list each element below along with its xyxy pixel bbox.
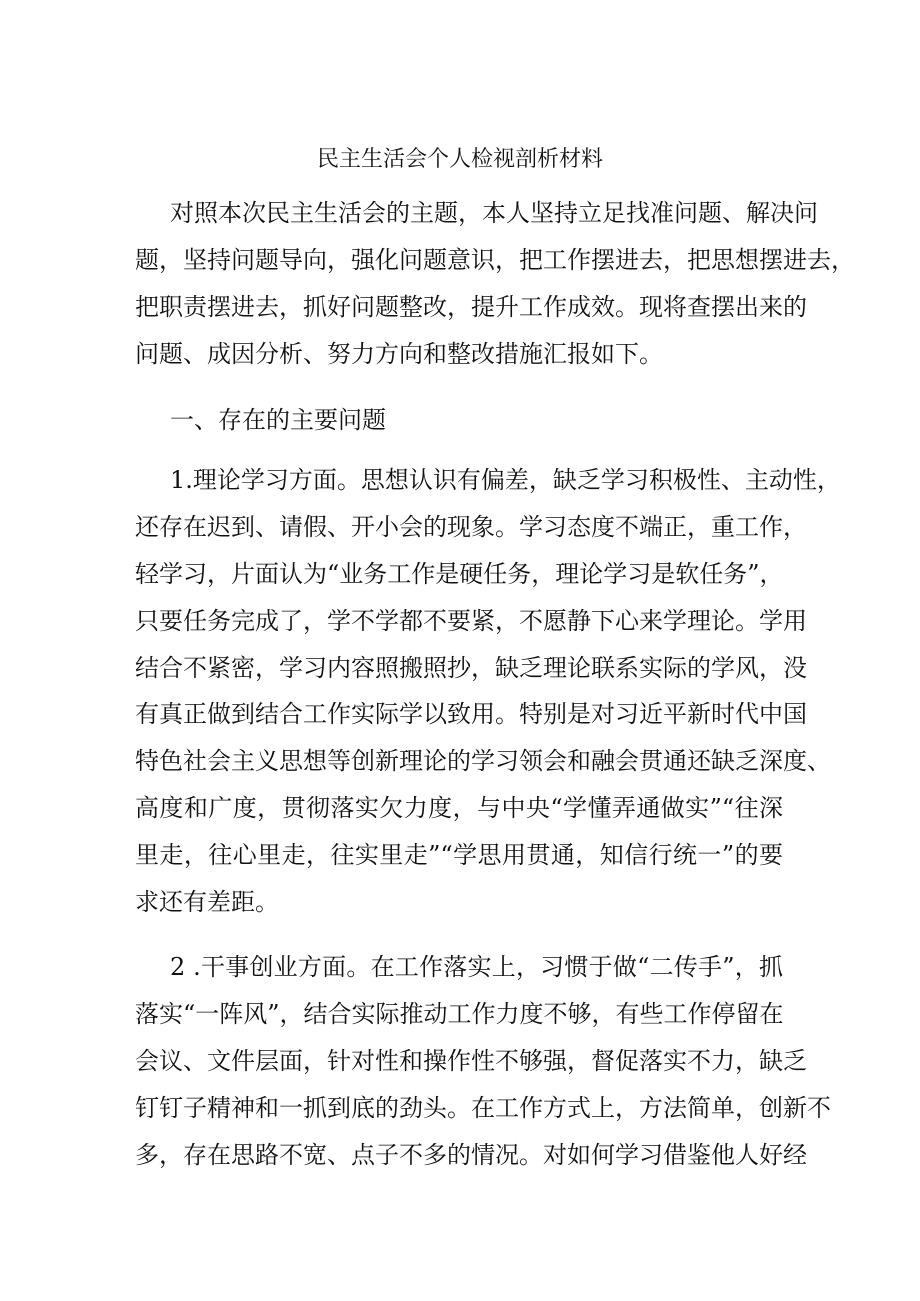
item1-line: 求还有差距。 [135,888,279,916]
item1-line: 里走，往心里走，往实里走”“学思用贯通，知信行统一”的要 [135,841,783,869]
intro-line: 对照本次民主生活会的主题，本人坚持立足找准问题、解决问 [170,199,818,227]
item1-line: 还存在迟到、请假、开小会的现象。学习态度不端正，重工作， [135,513,807,541]
item1-line: 结合不紧密，学习内容照搬照抄，缺乏理论联系实际的学风，没 [135,654,807,682]
intro-line: 问题、成因分析、努力方向和整改措施汇报如下。 [135,340,663,368]
item1-line: 高度和广度，贯彻落实欠力度，与中央“学懂弄通做实”“往深 [135,794,783,822]
item2-line: 落实“一阵风”，结合实际推动工作力度不够，有些工作停留在 [135,1000,784,1028]
item2-line: 多，存在思路不宽、点子不多的情况。对如何学习借鉴他人好经 [135,1141,807,1169]
intro-line: 把职责摆进去，抓好问题整改，提升工作成效。现将查摆出来的 [135,293,807,321]
item1-line: 1.理论学习方面。思想认识有偏差，缺乏学习积极性、主动性， [170,466,841,494]
item1-line: 只要任务完成了，学不学都不要紧，不愿静下心来学理论。学用 [135,607,807,635]
document-title: 民主生活会个人检视剖析材料 [316,147,603,172]
item1-line: 特色社会主义思想等创新理论的学习领会和融会贯通还缺乏深度、 [135,747,831,775]
section-heading: 一、存在的主要问题 [170,406,386,434]
item1-line: 轻学习，片面认为“业务工作是硬任务，理论学习是软任务”， [135,560,784,588]
item2-line: 钉钉子精神和一抓到底的劲头。在工作方式上，方法简单，创新不 [135,1094,831,1122]
item2-line: 2 .干事创业方面。在工作落实上，习惯于做“二传手”，抓 [170,953,783,981]
item2-line: 会议、文件层面，针对性和操作性不够强，督促落实不力，缺乏 [135,1047,807,1075]
item1-line: 有真正做到结合工作实际学以致用。特别是对习近平新时代中国 [135,700,807,728]
intro-line: 题，坚持问题导向，强化问题意识，把工作摆进去，把思想摆进去， [135,246,855,274]
